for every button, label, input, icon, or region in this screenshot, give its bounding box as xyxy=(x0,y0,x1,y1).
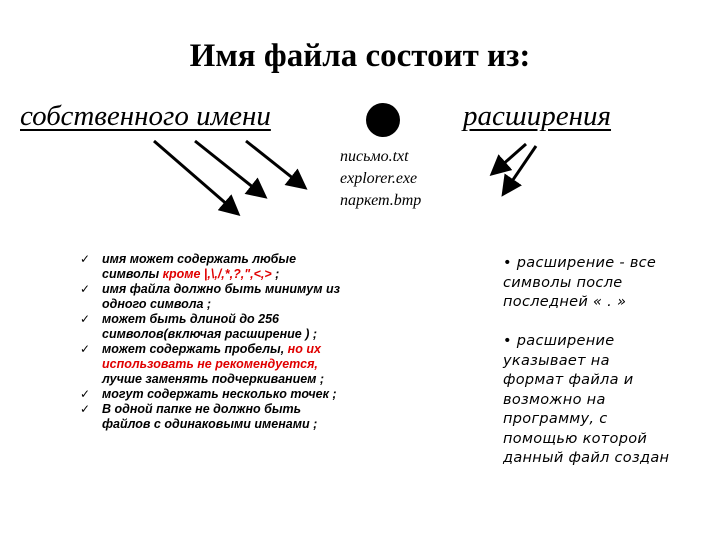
example-item: explorer.exe xyxy=(340,170,418,187)
examples-list xyxy=(340,146,421,212)
text-line: помощью которой xyxy=(503,430,648,447)
rule-line xyxy=(102,402,378,417)
rule-text-highlight: использовать не рекомендуется, xyxy=(102,357,318,371)
rule-text: файлов с одинаковыми именами ; xyxy=(102,417,318,431)
rule-line xyxy=(102,387,378,402)
rule-line xyxy=(102,252,378,267)
text-line: • расширение xyxy=(503,333,615,349)
rule-line xyxy=(102,417,378,432)
arrow-right-2 xyxy=(504,146,536,193)
rule-line xyxy=(102,342,378,357)
rule-line xyxy=(102,372,378,387)
rule-line xyxy=(102,282,378,297)
arrow-left-3 xyxy=(246,141,304,187)
checkmark-icon: ✓ xyxy=(80,402,91,416)
rule-item xyxy=(78,342,378,387)
rule-text: может быть длиной до 256 xyxy=(102,312,280,326)
right-heading: расширения xyxy=(463,100,612,132)
rule-text-highlight: но их xyxy=(287,342,321,356)
rule-line xyxy=(102,297,378,312)
text-line: данный файл создан xyxy=(503,450,670,466)
rule-item xyxy=(78,387,378,402)
rule-text: символы xyxy=(102,267,163,281)
rule-item xyxy=(78,402,378,432)
extension-definition xyxy=(503,254,703,313)
rule-line xyxy=(102,357,378,372)
rule-text: одного символа ; xyxy=(102,297,212,311)
checkmark-icon: ✓ xyxy=(80,312,91,326)
example-item: письмо.txt xyxy=(340,148,409,165)
checkmark-icon: ✓ xyxy=(80,387,91,401)
rule-item xyxy=(78,312,378,342)
filename-rules-list xyxy=(78,252,378,432)
left-heading: собственного имени xyxy=(20,100,271,132)
checkmark-icon: ✓ xyxy=(80,342,91,356)
rule-text: могут содержать несколько точек ; xyxy=(102,387,337,401)
rule-text: символов(включая расширение ) ; xyxy=(102,327,318,341)
text-line: возможно на xyxy=(503,391,606,408)
rule-text: В одной папке не должно быть xyxy=(102,402,302,416)
rule-item xyxy=(78,282,378,312)
rule-text: лучше заменять подчеркиванием ; xyxy=(102,372,325,386)
rule-text: ; xyxy=(271,267,280,281)
checkmark-icon: ✓ xyxy=(80,282,91,296)
rule-text-highlight: кроме |,\,/,*,?,",<,> xyxy=(162,267,272,281)
text-line: формат файла и xyxy=(503,372,634,388)
rule-item xyxy=(78,252,378,282)
text-line: программу, с xyxy=(503,411,608,427)
rule-text: имя файла должно быть минимум из xyxy=(102,282,340,296)
example-item: паркет.bmp xyxy=(340,192,422,209)
extension-purpose xyxy=(503,332,703,469)
arrow-left-2 xyxy=(195,141,264,196)
checkmark-icon: ✓ xyxy=(80,252,91,266)
text-line: указывает на xyxy=(503,352,610,369)
arrow-left-1 xyxy=(154,141,237,213)
rule-line xyxy=(102,327,378,342)
text-line: • расширение - все xyxy=(503,255,657,271)
rule-text: может содержать пробелы, xyxy=(102,342,288,356)
text-line: символы после xyxy=(503,274,623,291)
text-line: последней « . » xyxy=(503,294,627,310)
rule-line xyxy=(102,312,378,327)
page-title: Имя файла состоит из: xyxy=(189,38,531,74)
rule-line xyxy=(102,267,378,282)
rule-text: имя может содержать любые xyxy=(102,252,297,266)
